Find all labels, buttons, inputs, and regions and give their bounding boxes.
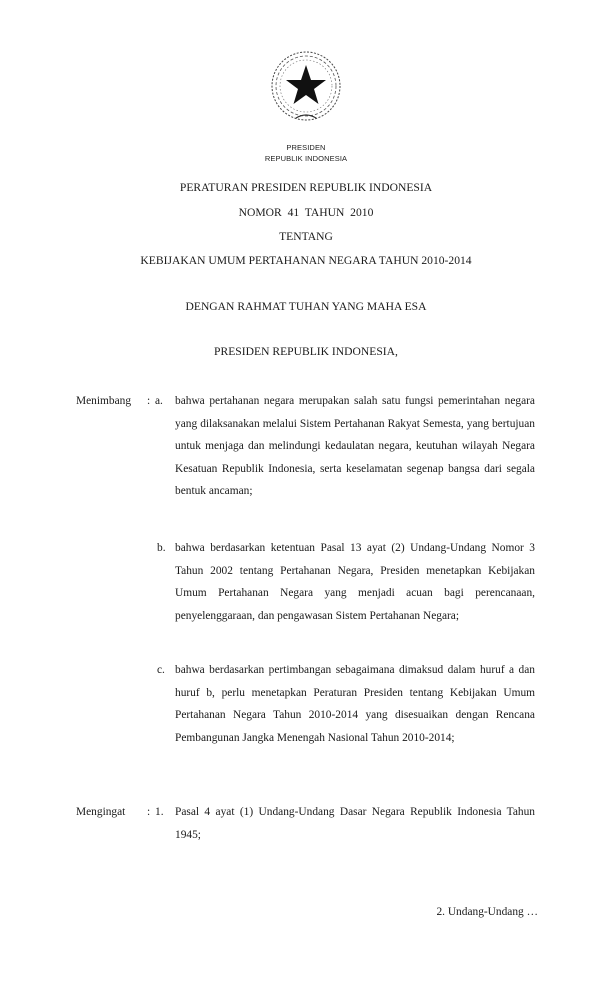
menimbang-item-b-marker: b. [157,542,166,554]
menimbang-item-b: bahwa berdasarkan ketentuan Pasal 13 ayat (2) Undang-Undang Nomor 3 Tahun 2002 tentang Pertahanan Negara, Presiden menetapkan Kebijakan Umum Pertahanan Negara yang menjadi acuan bagi perencanaan, penyelenggaraan, dan pengawasan Sistem Pertahanan Negara; [175,542,535,622]
mengingat-label: Mengingat [76,806,126,818]
menimbang-separator: : [147,395,151,407]
emblem-caption-republic: REPUBLIK INDONESIA [264,154,348,163]
menimbang-item-a-marker: a. [155,395,163,407]
mengingat-item-1-marker: 1. [155,806,164,818]
continuation-reference: 2. Undang-Undang … [436,906,538,918]
issuer: PRESIDEN REPUBLIK INDONESIA, [214,345,398,358]
emblem-caption-president: PRESIDEN [286,143,326,152]
invocation: DENGAN RAHMAT TUHAN YANG MAHA ESA [185,300,427,313]
regulation-number: NOMOR 41 TAHUN 2010 [238,206,374,219]
regulation-type: PERATURAN PRESIDEN REPUBLIK INDONESIA [179,181,433,194]
menimbang-item-c-marker: c. [157,664,165,676]
regulation-about: TENTANG [279,230,333,243]
menimbang-label: Menimbang [76,395,132,407]
regulation-subject: KEBIJAKAN UMUM PERTAHANAN NEGARA TAHUN 2010-2014 [140,254,472,267]
garuda-star-wreath-emblem-icon [268,48,344,124]
menimbang-item-c: bahwa berdasarkan pertimbangan sebagaimana dimaksud dalam huruf a dan huruf b, perlu menetapkan Peraturan Presiden tentang Kebijakan Umum Pertahanan Negara Tahun 2010-2014 yang disesuaikan dengan Rencana Pembangunan Jangka Menengah Nasional Tahun 2010-2014; [175,664,535,744]
menimbang-item-a: bahwa pertahanan negara merupakan salah satu fungsi pemerintahan negara yang dilaksanakan melalui Sistem Pertahanan Rakyat Semesta, yang bertujuan untuk menjaga dan melindungi kedaulatan negara, keutuhan wilayah Negara Kesatuan Republik Indonesia, serta keselamatan segenap bangsa dari segala bentuk ancaman; [175,395,535,498]
mengingat-item-1: Pasal 4 ayat (1) Undang-Undang Dasar Negara Republik Indonesia Tahun 1945; [175,806,535,841]
mengingat-separator: : [147,806,151,818]
